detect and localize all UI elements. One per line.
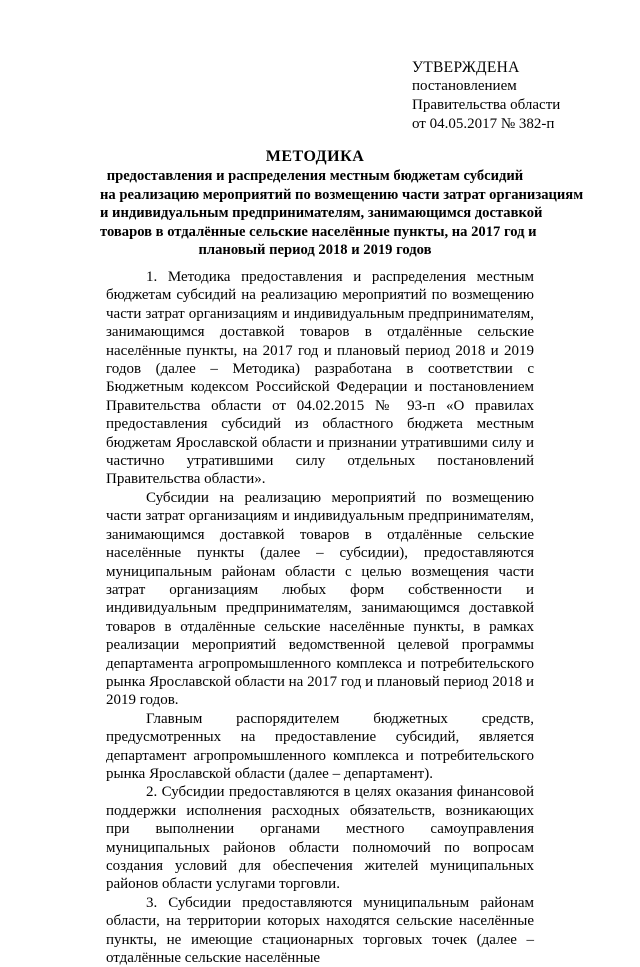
document-title: МЕТОДИКА (265, 148, 365, 165)
paragraph-4: 2. Субсидии предоставляются в целях оказания финансовой поддержки исполнения расходных обязательств, возникающих при выполнении органами местного самоуправления муниципальных районов области полномочий по вопросам создания условий для обеспечения жителей муниципальных районов области услугами торговли. (106, 784, 534, 893)
approval-line-2: Правительства области (412, 97, 561, 113)
title-subline-5: плановый период 2018 и 2019 годов (198, 242, 432, 259)
approval-line-3: от 04.05.2017 № 382-п (412, 116, 555, 132)
paragraph-5: 3. Субсидии предоставляются муниципальным районам области, на территории которых находятся сельские населённые пункты, не имеющие стационарных торговых точек (далее – отдалённые сельские населённые (106, 894, 534, 967)
document-title-block (100, 147, 584, 260)
title-subline-4: товаров в отдалённые сельские населённые пункты, на 2017 год и (100, 223, 537, 240)
title-subline-3: и индивидуальным предпринимателям, занимающимся доставкой (100, 205, 543, 222)
approval-stamp (412, 58, 560, 134)
title-subline-2: на реализацию мероприятий по возмещению части затрат организациям (100, 186, 584, 203)
paragraph-3: Главным распорядителем бюджетных средств, предусмотренных на предоставление субсидий, является департамент агропромышленного комплекса и потребительского рынка Ярославской области (далее – департамент). (106, 710, 534, 782)
paragraph-1: 1. Методика предоставления и распределения местным бюджетам субсидий на реализацию мероприятий по возмещению части затрат организациям и индивидуальным предпринимателям, занимающимся доставкой товаров в отдалённые сельские населённые пункты, на 2017 год и плановый период 2018 и 2019 годов (далее – Методика) разработана в соответствии с Бюджетным кодексом Российской Федерации и постановлением Правительства области от 04.02.2015 № 93-п «О правилах предоставления субсидий из областного бюджета местным бюджетам Ярославской области и признании утратившими силу и частично утратившими силу отдельных постановлений Правительства области». (106, 269, 534, 488)
approval-heading: УТВЕРЖДЕНА (412, 59, 520, 76)
document-body (106, 268, 534, 967)
approval-line-1: постановлением (412, 78, 517, 94)
title-subline-1: предоставления и распределения местным бюджетам субсидий (106, 168, 524, 184)
paragraph-2: Субсидии на реализацию мероприятий по возмещению части затрат организациям и индивидуальным предпринимателям, занимающимся доставкой товаров в отдалённые сельские населённые пункты (далее – субсидии), предоставляются муниципальным районам области с целью возмещения части затрат организациям любых форм собственности и индивидуальным предпринимателям, занимающимся доставкой товаров в отдалённые сельские населённые пункты, в рамках реализации мероприятий ведомственной целевой программы департамента агропромышленного комплекса и потребительского рынка Ярославской области на 2017 год и плановый период 2018 и 2019 годов. (106, 489, 534, 709)
